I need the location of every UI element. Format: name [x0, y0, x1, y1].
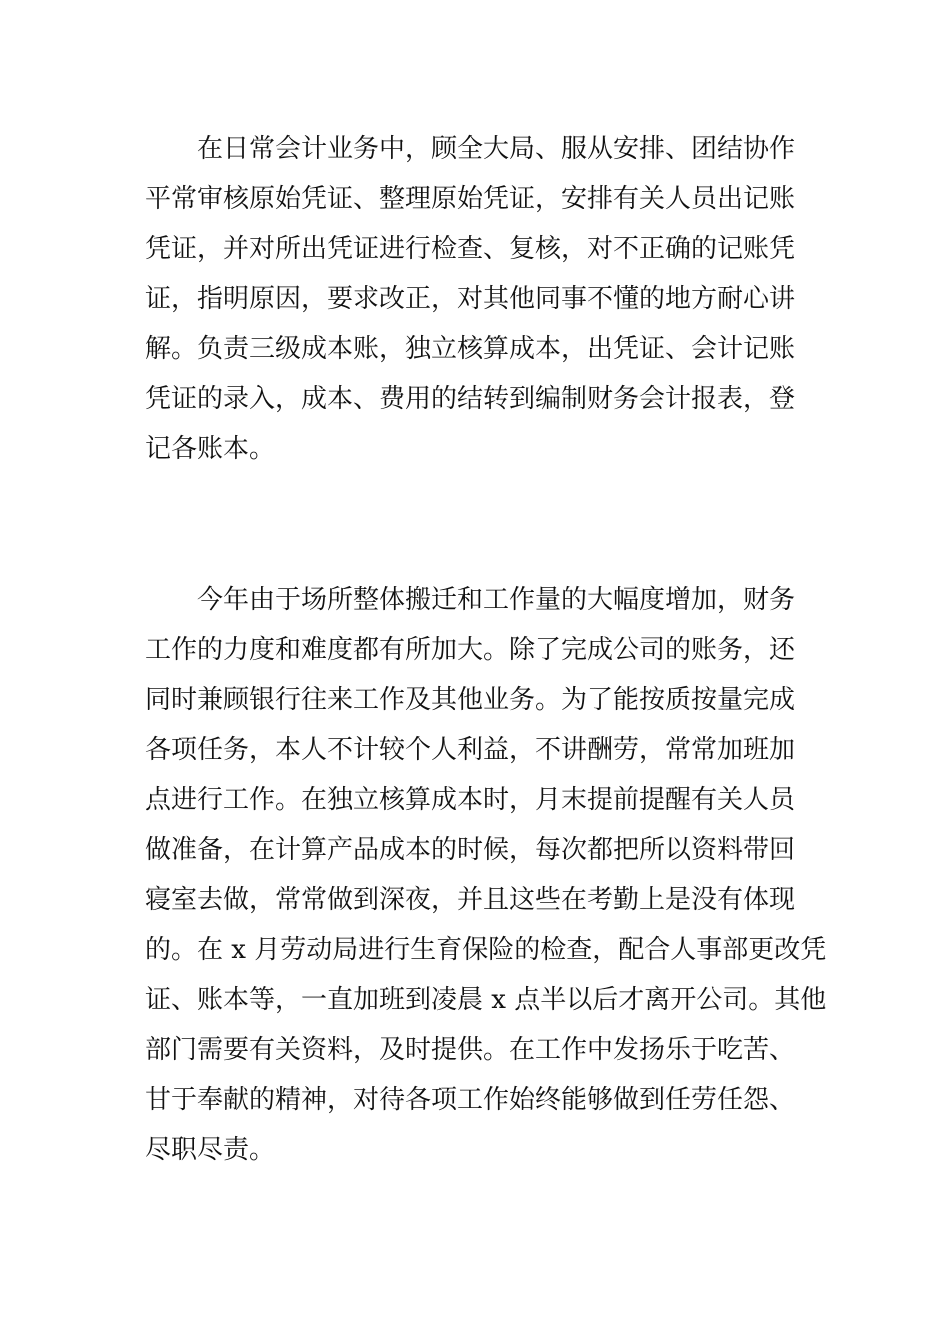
paragraph-line: 尽职尽责。	[145, 1135, 276, 1165]
paragraph-line: 记各账本。	[145, 434, 276, 464]
paragraph-line: 点进行工作。在独立核算成本时，月末提前提醒有关人员	[145, 785, 796, 815]
paragraph-this-year-work	[145, 575, 827, 1175]
paragraph-line: 甘于奉献的精神，对待各项工作始终能够做到任劳任怨、	[145, 1085, 796, 1115]
paragraph-line: 部门需要有关资料，及时提供。在工作中发扬乐于吃苦、	[145, 1035, 796, 1065]
paragraph-line: 做准备，在计算产品成本的时候，每次都把所以资料带回	[145, 835, 796, 865]
paragraph-line: 平常审核原始凭证、整理原始凭证，安排有关人员出记账	[145, 184, 796, 214]
paragraph-line: 同时兼顾银行往来工作及其他业务。为了能按质按量完成	[145, 685, 796, 715]
paragraph-line: 解。负责三级成本账，独立核算成本，出凭证、会计记账	[145, 334, 796, 364]
paragraph-daily-accounting	[145, 124, 810, 474]
paragraph-line: 在日常会计业务中，顾全大局、服从安排、团结协作	[197, 134, 796, 164]
paragraph-line: 的。在 x 月劳动局进行生育保险的检查，配合人事部更改凭	[145, 935, 827, 965]
paragraph-line: 凭证的录入，成本、费用的结转到编制财务会计报表，登	[145, 384, 796, 414]
paragraph-line: 证，指明原因，要求改正，对其他同事不懂的地方耐心讲	[145, 284, 796, 314]
paragraph-line: 工作的力度和难度都有所加大。除了完成公司的账务，还	[145, 635, 796, 665]
paragraph-line: 各项任务，本人不计较个人利益，不讲酬劳，常常加班加	[145, 735, 796, 765]
paragraph-line: 证、账本等，一直加班到凌晨 x 点半以后才离开公司。其他	[145, 985, 827, 1015]
paragraph-line: 今年由于场所整体搬迁和工作量的大幅度增加，财务	[197, 585, 796, 615]
paragraph-line: 寝室去做，常常做到深夜，并且这些在考勤上是没有体现	[145, 885, 796, 915]
paragraph-line: 凭证，并对所出凭证进行检查、复核，对不正确的记账凭	[145, 234, 796, 264]
